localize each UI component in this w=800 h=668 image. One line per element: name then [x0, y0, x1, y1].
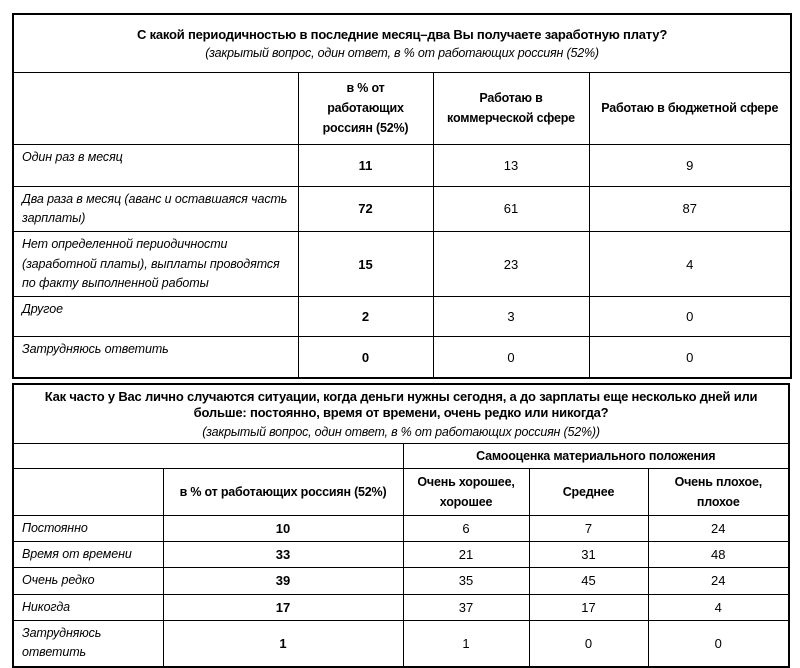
cell-value: 10 [163, 515, 403, 541]
row-label: Один раз в месяц [13, 144, 298, 186]
cell-value: 33 [163, 541, 403, 567]
table1-col-header-commercial: Работаю в коммерческой сфере [433, 72, 589, 144]
cell-value: 24 [648, 568, 789, 594]
table-row [13, 186, 791, 232]
table2-col-header-average: Среднее [529, 468, 648, 515]
cell-value: 45 [529, 568, 648, 594]
cell-value: 0 [298, 337, 433, 378]
table-row [13, 594, 789, 620]
row-label: Затрудняюсь ответить [13, 337, 298, 378]
table-row [13, 515, 789, 541]
table-row [13, 144, 791, 186]
table2-col-header-bad: Очень плохое, плохое [648, 468, 789, 515]
row-label: Очень редко [13, 568, 163, 594]
table-salary-frequency [12, 13, 792, 379]
table2-corner-cell [13, 468, 163, 515]
cell-value: 11 [298, 144, 433, 186]
cell-value: 39 [163, 568, 403, 594]
cell-value: 48 [648, 541, 789, 567]
table-row [13, 297, 791, 337]
cell-value: 1 [403, 621, 529, 667]
cell-value: 0 [648, 621, 789, 667]
cell-value: 4 [648, 594, 789, 620]
table-money-shortage [12, 383, 790, 668]
row-label: Время от времени [13, 541, 163, 567]
table-row [13, 232, 791, 297]
cell-value: 31 [529, 541, 648, 567]
table1-col-header-total: в % от работающих россиян (52%) [298, 72, 433, 144]
cell-value: 15 [298, 232, 433, 297]
table2-title-cell [13, 384, 789, 443]
table2-group-header: Самооценка материального положения [403, 443, 789, 468]
row-label: Нет определенной периодичности (заработной платы), выплаты проводятся по факту выполненной работы [13, 232, 298, 297]
cell-value: 0 [433, 337, 589, 378]
cell-value: 21 [403, 541, 529, 567]
cell-value: 13 [433, 144, 589, 186]
cell-value: 1 [163, 621, 403, 667]
table1-title-cell [13, 14, 791, 72]
cell-value: 2 [298, 297, 433, 337]
table-row [13, 621, 789, 667]
cell-value: 35 [403, 568, 529, 594]
cell-value: 6 [403, 515, 529, 541]
table2-col-header-total: в % от работающих россиян (52%) [163, 468, 403, 515]
table1-subtitle: (закрытый вопрос, один ответ, в % от работающих россиян (52%) [205, 45, 599, 60]
cell-value: 3 [433, 297, 589, 337]
cell-value: 17 [529, 594, 648, 620]
cell-value: 0 [589, 297, 791, 337]
table2-subtitle: (закрытый вопрос, один ответ, в % от работающих россиян (52%)) [202, 424, 600, 439]
cell-value: 23 [433, 232, 589, 297]
cell-value: 24 [648, 515, 789, 541]
cell-value: 0 [589, 337, 791, 378]
cell-value: 0 [529, 621, 648, 667]
cell-value: 72 [298, 186, 433, 232]
row-label: Постоянно [13, 515, 163, 541]
cell-value: 37 [403, 594, 529, 620]
table2-group-empty-cell [13, 443, 403, 468]
row-label: Два раза в месяц (аванс и оставшаяся часть зарплаты) [13, 186, 298, 232]
table-row [13, 337, 791, 378]
cell-value: 87 [589, 186, 791, 232]
table-row [13, 568, 789, 594]
row-label: Затрудняюсь ответить [13, 621, 163, 667]
cell-value: 61 [433, 186, 589, 232]
cell-value: 4 [589, 232, 791, 297]
cell-value: 9 [589, 144, 791, 186]
table2-title: Как часто у Вас лично случаются ситуации, когда деньги нужны сегодня, а до зарплаты еще несколько дней или больше: постоянно, время от времени, очень редко или никогда? [44, 389, 758, 421]
table2-col-header-good: Очень хорошее, хорошее [403, 468, 529, 515]
table-row [13, 541, 789, 567]
cell-value: 7 [529, 515, 648, 541]
table1-col-header-budget: Работаю в бюджетной сфере [589, 72, 791, 144]
row-label: Другое [13, 297, 298, 337]
table1-title: С какой периодичностью в последние месяц–два Вы получаете заработную плату? [136, 26, 668, 42]
row-label: Никогда [13, 594, 163, 620]
cell-value: 17 [163, 594, 403, 620]
table1-corner-cell [13, 72, 298, 144]
